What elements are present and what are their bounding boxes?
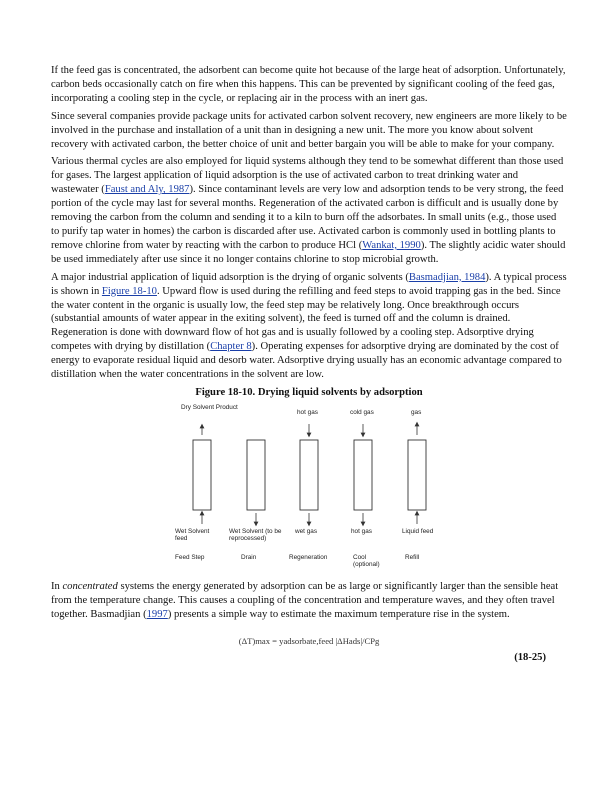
paragraph-4-text-c: . Upward flow is used during the refilling and feed steps to avoid trapping gas in the bed. Since the water content in the organic is usually low, the feed step may be relatively long. Once breakthrough occurs (substantial amounts of water appear in the exiting solvent), the feed is turned off and the column is drained. Regeneration is done with downward flow of hot gas and is usually followed by a cooling step. Adsorptive drying competes with drying by distillation ( <box>51 285 561 353</box>
citation-wankat-link[interactable]: Wankat, 1990 <box>362 239 421 251</box>
paragraph-3 <box>51 155 567 266</box>
paragraph-3-text-c: ). The slightly acidic water should be used immediately after use since it no longer contains chlorine to stop microbial growth. <box>51 239 566 265</box>
paragraph-5-text-b: systems the energy generated by adsorption can be as large or significantly larger than the sensible heat from the temperature change. This causes a coupling of the concentration and temperature waves, and they often travel together. Basmadjian ( <box>51 580 559 620</box>
step-name-drain: Drain <box>241 553 257 561</box>
column-regeneration-step <box>300 424 318 524</box>
document-page <box>51 64 567 646</box>
equation-number: (18-25) <box>514 652 546 663</box>
step-name-feed: Feed Step <box>175 553 205 561</box>
label-hot-gas-in: hot gas <box>297 408 318 416</box>
paragraph-5 <box>51 580 567 622</box>
label-wet-solvent-reprocessed: Wet Solvent (to be reprocessed) <box>229 527 282 543</box>
label-hot-gas-out: hot gas <box>351 527 372 535</box>
paragraph-4 <box>51 271 567 382</box>
figure-diagram-svg <box>173 404 445 574</box>
paragraph-5-text-c: ) presents a simple way to estimate the maximum temperature rise in the system. <box>167 608 510 620</box>
paragraph-2 <box>51 110 567 152</box>
figure-title: Figure 18-10. Drying liquid solvents by adsorption <box>195 386 423 398</box>
step-name-cool: Cool (optional) <box>353 553 380 569</box>
citation-basmadjian-1984-link[interactable]: Basmadjian, 1984 <box>408 271 486 283</box>
citation-basmadjian-1997-link[interactable]: 1997 <box>146 608 168 620</box>
paragraph-5-emphasis: concentrated <box>62 580 118 592</box>
column-refill-step <box>408 424 426 524</box>
paragraph-3-text-b: ). Since contaminant levels are very low and adsorption tends to be very strong, the feed portion of the cycle may last for several months. Regeneration of the activated carbon is difficult and is usually done by removing the carbon from the column and sending it to a kiln to burn off the adsorbates. In small units (e.g., those used to purify tap water in homes) the carbon is discarded after use. Activated carbon is commonly used in bottling plants to remove chlorine from water by reacting with the carbon to produce HCl ( <box>51 184 564 251</box>
figure-18-10-diagram <box>173 404 445 574</box>
paragraph-4-text-a: A major industrial application of liquid adsorption is the drying of organic solvents ( <box>51 271 409 283</box>
paragraph-5-text-a: In <box>51 580 63 592</box>
paragraph-4-text-b: ). A typical process is shown in <box>51 271 567 297</box>
paragraph-3-text-a: Various thermal cycles are also employed for liquid systems although they tend to be somewhat different than those used for gases. The largest application of liquid adsorption is the use of activated carbon to treat drinking water and wastewater ( <box>51 156 564 196</box>
paragraph-2-text: Since several companies provide package units for activated carbon solvent recovery, new engineers are more likely to be involved in the purchase and installation of a unit than in designing a new unit. The more you know about solvent recovery with activated carbon, the better choice of unit and better bargain you will be able to make for your company. <box>51 110 567 150</box>
citation-faust-aly-link[interactable]: Faust and Aly, 1987 <box>104 184 190 196</box>
label-wet-solvent-feed: Wet Solvent feed <box>175 527 210 543</box>
label-wet-gas-out: wet gas <box>295 527 318 535</box>
column-cool-step <box>354 424 372 524</box>
label-cold-gas-in: cold gas <box>350 408 374 416</box>
equation-18-25: (ΔT)max = yadsorbate,feed |ΔHads|/CPg <box>238 635 380 646</box>
label-liquid-feed: Liquid feed <box>402 527 434 535</box>
column-feed-step <box>193 426 211 524</box>
column-drain-step <box>247 440 265 524</box>
figure-18-10-link[interactable]: Figure 18-10 <box>101 285 157 297</box>
paragraph-4-text-d: ). Operating expenses for adsorptive drying are dominated by the cost of energy to evaporate residual liquid and desorb water. Adsorptive drying usually has an economic advantage compared to distillation when the water concentrations in the solvent are low. <box>51 341 562 381</box>
step-name-refill: Refill <box>405 553 420 561</box>
paragraph-1 <box>51 64 567 106</box>
step-name-regeneration: Regeneration <box>289 553 328 561</box>
chapter-8-link[interactable]: Chapter 8 <box>210 341 252 353</box>
paragraph-1-text: If the feed gas is concentrated, the adsorbent can become quite hot because of the large heat of adsorption. Unfortunately, carbon beds occasionally catch on fire when this happens. This can be prevented by significant cooling of the feed gas, incorporating a cooling step in the cycle, or replacing air in the process with an inert gas. <box>51 65 566 104</box>
label-dry-solvent-product: Dry Solvent Product <box>181 403 238 411</box>
label-gas-out: gas <box>411 408 422 416</box>
